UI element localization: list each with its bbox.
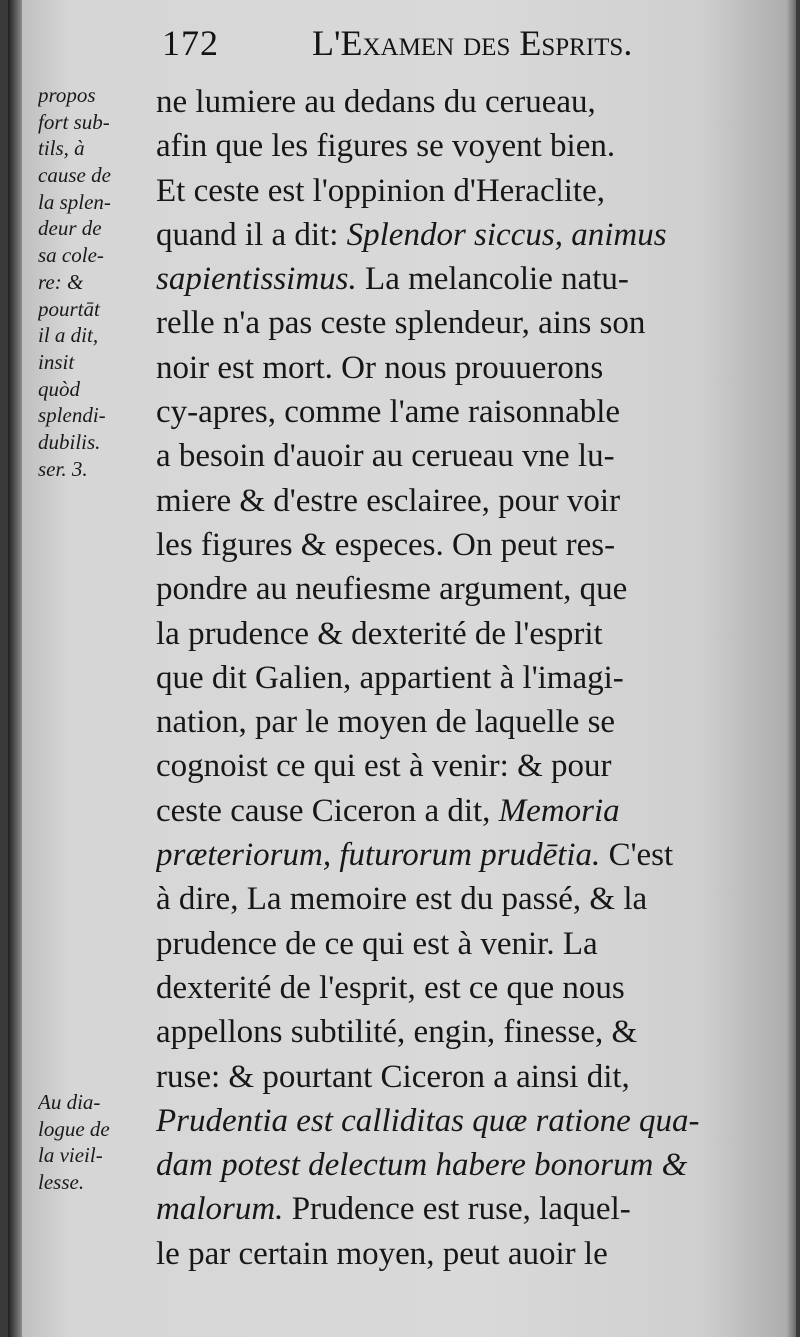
latin-quote-text: Prudentia est calliditas quæ ratione qua- xyxy=(156,1102,700,1139)
margin-note-line: insit xyxy=(38,349,75,374)
line-text: le par certain moyen, peut auoir le xyxy=(156,1235,608,1272)
book-page xyxy=(8,0,796,1337)
margin-note-line: tils, à xyxy=(38,136,85,161)
text-line xyxy=(156,213,741,257)
line-text: ne lumiere au dedans du cerueau, xyxy=(156,84,596,120)
latin-quote-text: dam potest delectum habere bonorum & xyxy=(156,1147,688,1184)
text-line xyxy=(156,612,741,656)
line-text: cognoist ce qui est à venir: & pour xyxy=(156,748,612,785)
margin-note-line: ser. 3. xyxy=(38,456,88,481)
body-text xyxy=(156,80,741,1276)
running-title: L'Examen des Esprits. xyxy=(312,23,633,63)
line-text: dexterité de l'esprit, est ce que nous xyxy=(156,969,625,1006)
margin-note-line: re: & xyxy=(38,269,84,294)
line-text: les figures & especes. On peut res- xyxy=(156,526,616,563)
margin-note-line: fort sub- xyxy=(38,109,110,134)
text-line xyxy=(156,1055,741,1099)
margin-note-line: la vieil- xyxy=(38,1143,103,1168)
line-text: Prudence est ruse, laquel- xyxy=(283,1191,631,1228)
margin-note-line: logue de xyxy=(38,1116,110,1141)
line-text: Et ceste est l'oppinion d'Heraclite, xyxy=(156,172,605,209)
latin-quote-text: Splendor siccus, animus xyxy=(346,216,667,253)
page-header xyxy=(158,18,738,68)
text-line xyxy=(156,523,741,567)
text-line xyxy=(156,833,741,877)
line-text: ruse: & pourtant Ciceron a ainsi dit, xyxy=(156,1058,630,1095)
text-line xyxy=(156,124,741,168)
line-text: relle n'a pas ceste splendeur, ains son xyxy=(156,305,646,342)
text-line xyxy=(156,877,741,921)
latin-quote-text: præteriorum, futurorum prudētia. xyxy=(156,837,601,874)
text-line xyxy=(156,1143,741,1187)
text-line xyxy=(156,1099,741,1143)
margin-note-line: splendi- xyxy=(38,403,106,428)
line-text: noir est mort. Or nous prouuerons xyxy=(156,349,604,386)
line-text: pondre au neufiesme argument, que xyxy=(156,571,628,608)
latin-quote-text: malorum. xyxy=(156,1191,284,1228)
margin-note-line: cause de xyxy=(38,163,111,188)
line-text: miere & d'estre esclairee, pour voir xyxy=(156,482,621,519)
text-line xyxy=(156,567,741,611)
text-line xyxy=(156,744,741,788)
margin-note-line: lesse. xyxy=(38,1170,85,1195)
text-line xyxy=(156,434,741,478)
line-text: appellons subtilité, engin, finesse, & xyxy=(156,1014,638,1051)
margin-note-line: quòd xyxy=(38,376,80,401)
page-right-edge xyxy=(786,0,796,1337)
margin-note-line: la splen- xyxy=(38,189,111,214)
line-text: nation, par le moyen de laquelle se xyxy=(156,704,616,741)
line-text: La melancolie natu- xyxy=(356,261,629,298)
line-text: quand il a dit: xyxy=(156,216,347,253)
text-line xyxy=(156,390,741,434)
margin-note-line: Au dia- xyxy=(38,1090,101,1114)
latin-quote-text: sapientissimus. xyxy=(156,261,357,298)
line-text: à dire, La memoire est du passé, & la xyxy=(156,881,648,918)
text-line xyxy=(156,169,741,213)
text-line xyxy=(156,301,741,345)
margin-note-2 xyxy=(38,1089,156,1196)
line-text: a besoin d'auoir au cerueau vne lu- xyxy=(156,438,615,475)
line-text: que dit Galien, appartient à l'imagi- xyxy=(156,659,624,696)
text-line xyxy=(156,966,741,1010)
latin-quote-text: Memoria xyxy=(498,792,620,829)
text-line xyxy=(156,1187,741,1231)
margin-note-line: propos xyxy=(38,83,96,107)
margin-note-line: dubilis. xyxy=(38,429,101,454)
text-line xyxy=(156,346,741,390)
line-text: ceste cause Ciceron a dit, xyxy=(156,792,499,829)
text-line xyxy=(156,922,741,966)
margin-note-line: deur de xyxy=(38,216,102,241)
margin-note-line: pourtāt xyxy=(38,296,100,321)
text-line xyxy=(156,700,741,744)
margin-note-1 xyxy=(38,82,156,482)
text-line xyxy=(156,1010,741,1054)
line-text: afin que les figures se voyent bien. xyxy=(156,128,616,165)
page-left-edge xyxy=(8,0,22,1337)
text-line xyxy=(156,1232,741,1276)
line-text: cy-apres, comme l'ame raisonnable xyxy=(156,394,621,431)
line-text: prudence de ce qui est à venir. La xyxy=(156,925,598,962)
margin-note-line: il a dit, xyxy=(38,323,99,348)
line-text: la prudence & dexterité de l'esprit xyxy=(156,615,603,652)
margin-note-line: sa cole- xyxy=(38,243,104,268)
page-number: 172 xyxy=(162,23,219,63)
text-line xyxy=(156,789,741,833)
text-line xyxy=(156,80,741,124)
text-line xyxy=(156,257,741,301)
line-text: C'est xyxy=(600,837,674,874)
text-line xyxy=(156,656,741,700)
text-line xyxy=(156,479,741,523)
